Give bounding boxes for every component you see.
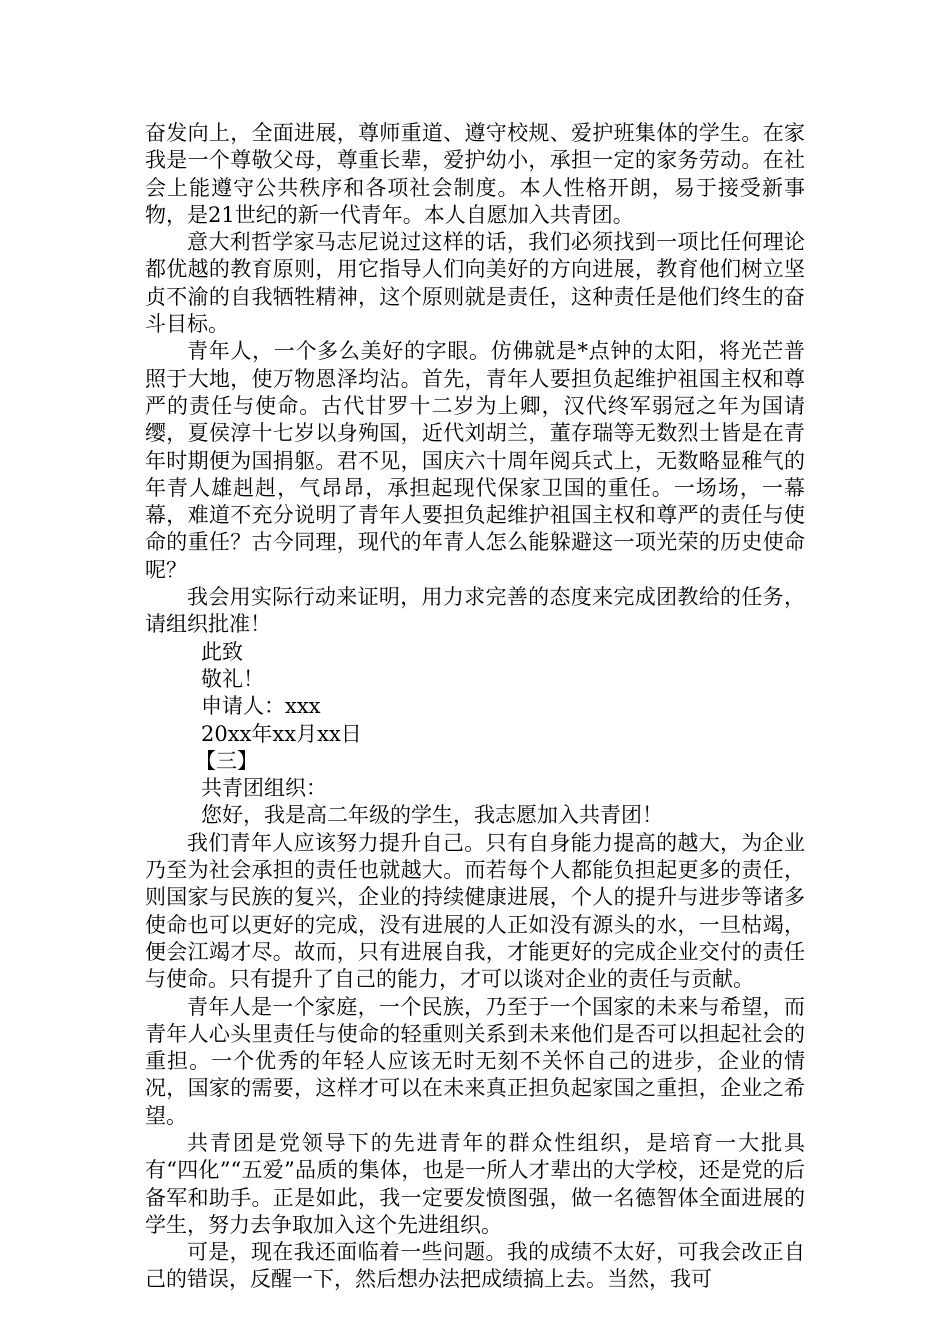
paragraph-problems: 可是，现在我还面临着一些问题。我的成绩不太好，可我会改正自己的错误，反醒一下，然后想办法把成绩搞上去。当然，我可 (145, 1240, 805, 1292)
paragraph-mazzini-quote: 意大利哲学家马志尼说过这样的话，我们必须找到一项比任何理论都优越的教育原则，用它指导人们向美好的方向进展，教育他们树立坚贞不渝的自我牺牲精神，这个原则就是责任，这种责任是他们终生的奋斗目标。 (145, 230, 805, 337)
closing-jing-li: 敬礼！ (201, 666, 264, 691)
paragraph-youth-mission: 青年人，一个多么美好的字眼。仿佛就是*点钟的太阳，将光芒普照于大地，使万物恩泽均沾。首先，青年人要担负起维护祖国主权和尊严的责任与使命。古代甘罗十二岁为上卿，汉代终军弱冠之年为国请缨，夏侯淳十七岁以身殉国，近代刘胡兰，董存瑞等无数烈士皆是在青年时期便为国捐躯。君不见，国庆六十周年阅兵式上，无数略显稚气的年青人雄赳赳，气昂昂，承担起现代保家卫国的重任。一场场，一幕幕，难道不充分说明了青年人要担负起维护祖国主权和尊严的责任与使命的重任？古今同理，现代的年青人怎么能躲避这一项光荣的历史使命呢？ (145, 339, 805, 582)
paragraph-youth-future: 青年人是一个家庭，一个民族，乃至于一个国家的未来与希望，而青年人心头里责任与使命的轻重则关系到未来他们是否可以担起社会的重担。一个优秀的年轻人应该无时无刻不关怀自己的进步，企业的情况，国家的需要，这样才可以在未来真正担负起家国之重担，企业之希望。 (145, 994, 805, 1128)
paragraph-self-improvement: 我们青年人应该努力提升自己。只有自身能力提高的越大，为企业乃至为社会承担的责任也就越大。而若每个人都能负担起更多的责任，则国家与民族的复兴，企业的持续健康进展，个人的提升与进步等诸多使命也可以更好的完成，没有进展的人正如没有源头的水，一旦枯竭，便会江竭才尽。故而，只有进展自我，才能更好的完成企业交付的责任与使命。只有提升了自己的能力，才可以谈对企业的责任与贡献。 (145, 830, 805, 992)
section-marker: 【三】 (195, 748, 258, 773)
paragraph-commitment: 我会用实际行动来证明，用力求完善的态度来完成团教给的任务，请组织批准！ (145, 585, 805, 637)
closing-ci-zhi: 此致 (201, 639, 243, 664)
greeting: 您好，我是高二年级的学生，我志愿加入共青团！ (201, 803, 663, 828)
salutation: 共青团组织： (201, 776, 327, 801)
closing-applicant: 申请人：xxx (201, 694, 321, 719)
closing-date: 20xx年xx月xx日 (201, 721, 362, 746)
paragraph-continuation: 奋发向上，全面进展，尊师重道、遵守校规、爱护班集体的学生。在家我是一个尊敬父母，尊重长辈，爱护幼小，承担一定的家务劳动。在社会上能遵守公共秩序和各项社会制度。本人性格开朗，易于接受新事物，是21世纪的新一代青年。本人自愿加入共青团。 (145, 121, 805, 227)
document-page (145, 120, 805, 1294)
paragraph-league-description: 共青团是党领导下的先进青年的群众性组织，是培育一大批具有“四化”“五爱”品质的集体，也是一所人才辈出的大学校，还是党的后备军和助手。正是如此，我一定要发愤图强，做一名德智体全面进展的学生，努力去争取加入这个先进组织。 (145, 1130, 805, 1237)
